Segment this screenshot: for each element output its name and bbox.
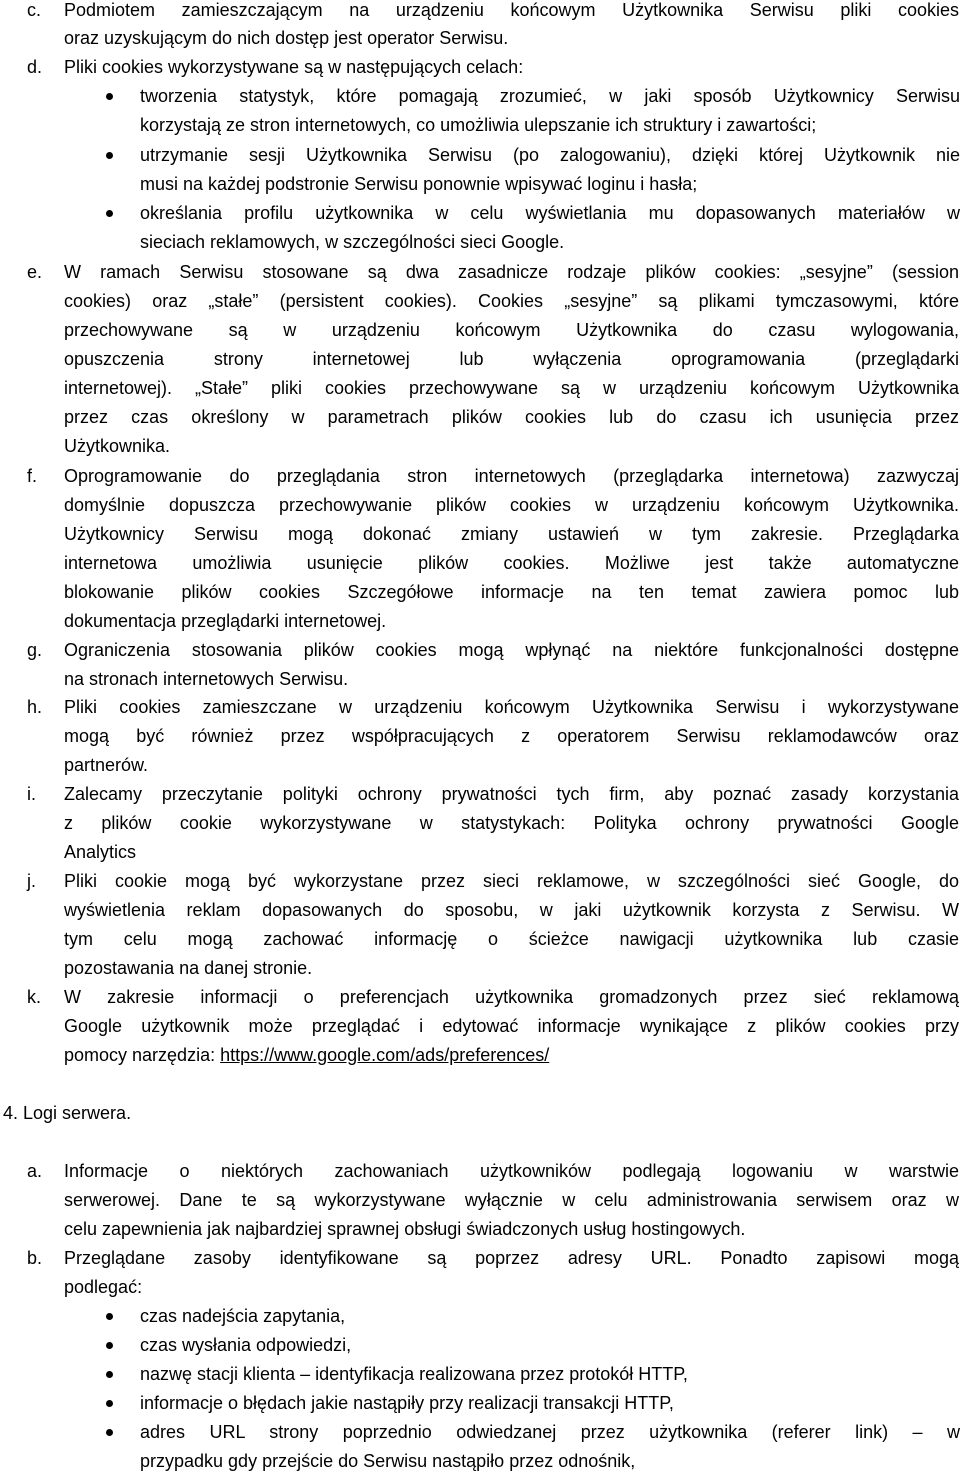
paragraph-j-line: wyświetlenia reklam dopasowanych do sposobu, w jaki użytkownik korzysta z Serwisu. W xyxy=(64,900,959,920)
list-label-e: e. xyxy=(27,262,43,282)
paragraph-a-line: celu zapewnienia jak najbardziej sprawnej obsługi świadczonych usług hostingowych. xyxy=(64,1219,746,1239)
paragraph-i-line: Zalecamy przeczytanie polityki ochrony prywatności tych firm, aby poznać zasady korzystania xyxy=(64,784,959,804)
paragraph-c-line: oraz uzyskującym do nich dostęp jest operator Serwisu. xyxy=(64,28,509,48)
paragraph-c-line: Podmiotem zamieszczającym na urządzeniu końcowym Użytkownika Serwisu pliki cookies xyxy=(64,0,959,20)
paragraph-j-line: tym celu mogą zachować informację o ścieżce nawigacji użytkownika lub czasie xyxy=(64,929,959,949)
bullet-item-line: informacje o błędach jakie nastąpiły przy realizacji transakcji HTTP, xyxy=(140,1393,674,1413)
paragraph-i-line: z plików cookie wykorzystywane w statystykach: Polityka ochrony prywatności Google xyxy=(64,813,959,833)
list-label-j: j. xyxy=(27,871,36,891)
list-label-g: g. xyxy=(27,640,43,660)
bullet-item-line: czas nadejścia zapytania, xyxy=(140,1306,346,1326)
list-label-i: i. xyxy=(27,784,36,804)
paragraph-i-line: Analytics xyxy=(64,842,137,862)
paragraph-d-intro: Pliki cookies wykorzystywane są w następujących celach: xyxy=(64,57,524,77)
paragraph-e-line: przez czas określony w parametrach plików cookies lub do czasu ich usunięcia przez xyxy=(64,407,959,427)
paragraph-e-line: przechowywane są w urządzeniu końcowym Użytkownika do czasu wylogowania, xyxy=(64,320,959,340)
paragraph-f-line: Użytkownicy Serwisu mogą dokonać zmiany ustawień w tym zakresie. Przeglądarka xyxy=(64,524,959,544)
list-label-b: b. xyxy=(27,1248,43,1268)
bullet-item-line: sieciach reklamowych, w szczególności sieci Google. xyxy=(140,232,565,252)
paragraph-e-line: W ramach Serwisu stosowane są dwa zasadnicze rodzaje plików cookies: „sesyjne” (session xyxy=(64,262,959,282)
paragraph-f-line: domyślnie dopuszcza przechowywanie plików cookies w urządzeniu końcowym Użytkownika. xyxy=(64,495,959,515)
bullet-item-line: przypadku gdy przejście do Serwisu nastąpiło przez odnośnik, xyxy=(140,1451,636,1471)
bullet-icon xyxy=(106,152,113,159)
bullet-icon xyxy=(106,1313,113,1320)
paragraph-k-line xyxy=(64,1043,549,1067)
paragraph-k-line: W zakresie informacji o preferencjach użytkownika gromadzonych przez sieć reklamową xyxy=(64,987,959,1007)
bullet-icon xyxy=(106,1342,113,1349)
section-heading-4: 4. Logi serwera. xyxy=(3,1103,132,1123)
paragraph-f-line: internetowa umożliwia usunięcie plików cookies. Możliwe jest także automatyczne xyxy=(64,553,959,573)
paragraph-a-line: Informacje o niektórych zachowaniach użytkowników podlegają logowaniu w warstwie xyxy=(64,1161,959,1181)
paragraph-g-line: na stronach internetowych Serwisu. xyxy=(64,669,349,689)
bullet-item-line: korzystają ze stron internetowych, co umożliwia ulepszanie ich struktury i zawartości; xyxy=(140,115,817,135)
paragraph-e-line: internetowej). „Stałe” pliki cookies przechowywane są w urządzeniu końcowym Użytkownika xyxy=(64,378,959,398)
paragraph-k-line: Google użytkownik może przeglądać i edytować informacje wynikające z plików cookies przy xyxy=(64,1016,959,1036)
list-label-a: a. xyxy=(27,1161,43,1181)
google-ads-preferences-link[interactable]: https://www.google.com/ads/preferences/ xyxy=(220,1045,550,1065)
paragraph-j-line: pozostawania na danej stronie. xyxy=(64,958,313,978)
bullet-icon xyxy=(106,1400,113,1407)
paragraph-h-line: Pliki cookies zamieszczane w urządzeniu końcowym Użytkownika Serwisu i wykorzystywane xyxy=(64,697,959,717)
paragraph-h-line: partnerów. xyxy=(64,755,149,775)
paragraph-e-line: opuszczenia strony internetowej lub wyłączenia oprogramowania (przeglądarki xyxy=(64,349,959,369)
paragraph-k-prefix: pomocy narzędzia: xyxy=(64,1045,221,1065)
list-label-d: d. xyxy=(27,57,43,77)
paragraph-g-line: Ograniczenia stosowania plików cookies mogą wpłynąć na niektóre funkcjonalności dostępne xyxy=(64,640,959,660)
paragraph-f-line: dokumentacja przeglądarki internetowej. xyxy=(64,611,387,631)
bullet-icon xyxy=(106,1371,113,1378)
paragraph-a-line: serwerowej. Dane te są wykorzystywane wyłącznie w celu administrowania serwisem oraz w xyxy=(64,1190,959,1210)
paragraph-h-line: mogą być również przez współpracujących z operatorem Serwisu reklamodawców oraz xyxy=(64,726,959,746)
paragraph-f-line: Oprogramowanie do przeglądania stron internetowych (przeglądarka internetowa) zazwyczaj xyxy=(64,466,959,486)
bullet-item-line: tworzenia statystyk, które pomagają zrozumieć, w jaki sposób Użytkownicy Serwisu xyxy=(140,86,960,106)
bullet-icon xyxy=(106,210,113,217)
list-label-h: h. xyxy=(27,697,43,717)
bullet-item-line: czas wysłania odpowiedzi, xyxy=(140,1335,352,1355)
list-label-f: f. xyxy=(27,466,38,486)
bullet-icon xyxy=(106,93,113,100)
bullet-icon xyxy=(106,1429,113,1436)
list-label-c: c. xyxy=(27,0,42,20)
paragraph-e-line: cookies) oraz „stałe” (persistent cookies). Cookies „sesyjne” są plikami tymczasowymi, które xyxy=(64,291,959,311)
paragraph-f-line: blokowanie plików cookies Szczegółowe informacje na ten temat zawiera pomoc lub xyxy=(64,582,959,602)
list-label-k: k. xyxy=(27,987,42,1007)
paragraph-b-line: Przeglądane zasoby identyfikowane są poprzez adresy URL. Ponadto zapisowi mogą xyxy=(64,1248,959,1268)
paragraph-b-line: podlegać: xyxy=(64,1277,143,1297)
bullet-item-line: nazwę stacji klienta – identyfikacja realizowana przez protokół HTTP, xyxy=(140,1364,688,1384)
bullet-item-line: utrzymanie sesji Użytkownika Serwisu (po zalogowaniu), dzięki której Użytkownik nie xyxy=(140,145,960,165)
paragraph-j-line: Pliki cookie mogą być wykorzystane przez sieci reklamowe, w szczególności sieć Google, do xyxy=(64,871,959,891)
bullet-item-line: adres URL strony poprzednio odwiedzanej przez użytkownika (referer link) – w xyxy=(140,1422,960,1442)
bullet-item-line: musi na każdej podstronie Serwisu ponownie wpisywać loginu i hasła; xyxy=(140,174,698,194)
bullet-item-line: określania profilu użytkownika w celu wyświetlania mu dopasowanych materiałów w xyxy=(140,203,960,223)
paragraph-e-line: Użytkownika. xyxy=(64,436,171,456)
